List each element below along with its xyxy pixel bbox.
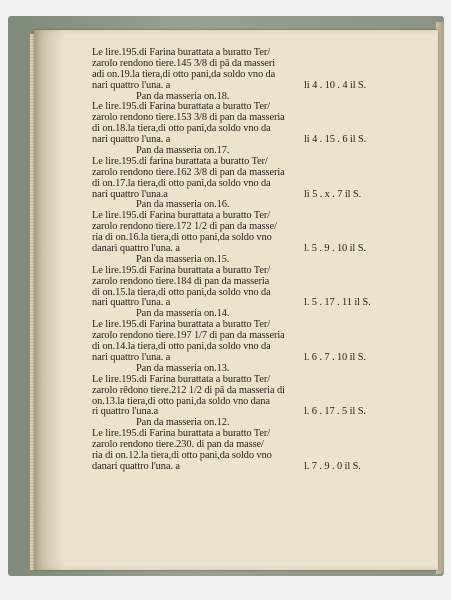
price-entry	[92, 429, 410, 473]
text-line: on.13.la tiera,di otto pani,da soldo vno dana	[92, 395, 270, 407]
text-line: ria di on.16.la tiera,di otto pani,da soldo vno	[92, 232, 272, 244]
text-line: zarolo rendono tiere.197 1/7 di pan da masseria	[92, 330, 285, 342]
text-line: Le lire.195.di Farina burattata a buratto Ter/	[92, 428, 270, 440]
price-entry	[92, 211, 410, 265]
text-line: zarolo rendono tiere.162 3/8 di pan da masseria	[92, 166, 285, 178]
price-entry	[92, 102, 410, 156]
text-line: zarolo rendono tiere.145 3/8 di pā da masseri	[92, 57, 276, 69]
section-heading: Pan da masseria on.14.	[136, 308, 230, 320]
text-line: nari quattro l'una. a l. 6 . 7 . 10 il S.	[92, 351, 366, 363]
text-line: zarolo rendono tiere.153 3/8 di pan da masseria	[92, 112, 285, 124]
text-line: di on.18.la tiera,di otto pani,da soldo vno da	[92, 123, 271, 135]
price-entry	[92, 48, 410, 102]
text-line: Le lire.195.di Farina burattata a buratto Ter/	[92, 373, 270, 385]
price-entry	[92, 157, 410, 211]
price-value: l. 6 . 7 . 10 il S.	[304, 351, 366, 363]
price-value: li 4 . 15 . 6 il S.	[304, 134, 367, 146]
text-line: Le lire.195.di Farina burattata a buratto Ter/	[92, 210, 270, 222]
text-line: zarolo rendono tiere.184 di pan da masseria	[92, 275, 270, 287]
text-line: danari quattro l'una. a l. 7 . 9 . 0 il S.	[92, 460, 361, 472]
text-line: di on.14.la tiera,di otto pani,da soldo vno da	[92, 341, 271, 353]
price-value: li 5 . x . 7 il S.	[304, 188, 362, 200]
text-line: Le lire.195.di Farina burattata a buratto Ter/	[92, 47, 270, 58]
text-line: di on.15.la tiera,di otto pani,da soldo vno da	[92, 286, 271, 298]
text-line: ri quattro l'una.a l. 6 . 17 . 5 il S.	[92, 406, 366, 418]
printed-text-block	[92, 48, 410, 473]
text-line: zarolo rendono tiere.230. di pan da masse/	[92, 439, 264, 451]
text-line: zarolo rendono tiere.172 1/2 di pan da masse/	[92, 221, 277, 233]
section-heading: Pan da masseria on.17.	[136, 145, 230, 157]
section-heading: Pan da masseria on.13.	[136, 362, 230, 374]
section-heading: Pan da masseria on.18.	[136, 90, 230, 102]
text-line: Le lire.195.di farina burattata a buratto Ter/	[92, 155, 268, 167]
price-entry	[92, 320, 410, 374]
text-line: nari quattro l'una. a li 4 . 15 . 6 il S.	[92, 134, 367, 146]
text-line: Le lire.195.di Farina burattata a buratto Ter/	[92, 319, 270, 331]
text-line: zarolo rēdono tiere.212 1/2 di pā da masseria di	[92, 384, 285, 396]
section-heading: Pan da masseria on.12.	[136, 417, 230, 429]
text-line: Le lire.195.di Farina burattata a buratto Ter/	[92, 101, 270, 113]
price-entry	[92, 266, 410, 320]
price-value: l. 5 . 17 . 11 il S.	[304, 297, 371, 309]
section-heading: Pan da masseria on.15.	[136, 253, 230, 265]
price-value: l. 6 . 17 . 5 il S.	[304, 406, 366, 418]
price-value: l. 7 . 9 . 0 il S.	[304, 460, 361, 472]
text-line: nari quattro l'una. a li 4 . 10 . 4 il S.	[92, 79, 367, 91]
text-line: Le lire.195.di Farina burattata a buratto Ter/	[92, 264, 270, 276]
section-heading: Pan da masseria on.16.	[136, 199, 230, 211]
text-line: adi on.19.la tiera,di otto pani,da soldo vno da	[92, 68, 276, 80]
price-value: li 4 . 10 . 4 il S.	[304, 79, 367, 91]
text-line: ria di on.12.la tiera,di otto pani,da soldo vno	[92, 449, 272, 461]
text-line: nari quattro l'una. a l. 5 . 17 . 11 il S.	[92, 297, 371, 309]
text-line: di on.17.la tiera,di otto pani,da soldo vno da	[92, 177, 271, 189]
price-entry	[92, 375, 410, 429]
price-value: l. 5 . 9 . 10 il S.	[304, 243, 366, 255]
text-line: danari quattro l'una. a l. 5 . 9 . 10 il S.	[92, 243, 366, 255]
text-line: nari quattro l'una.a li 5 . x . 7 il S.	[92, 188, 362, 200]
